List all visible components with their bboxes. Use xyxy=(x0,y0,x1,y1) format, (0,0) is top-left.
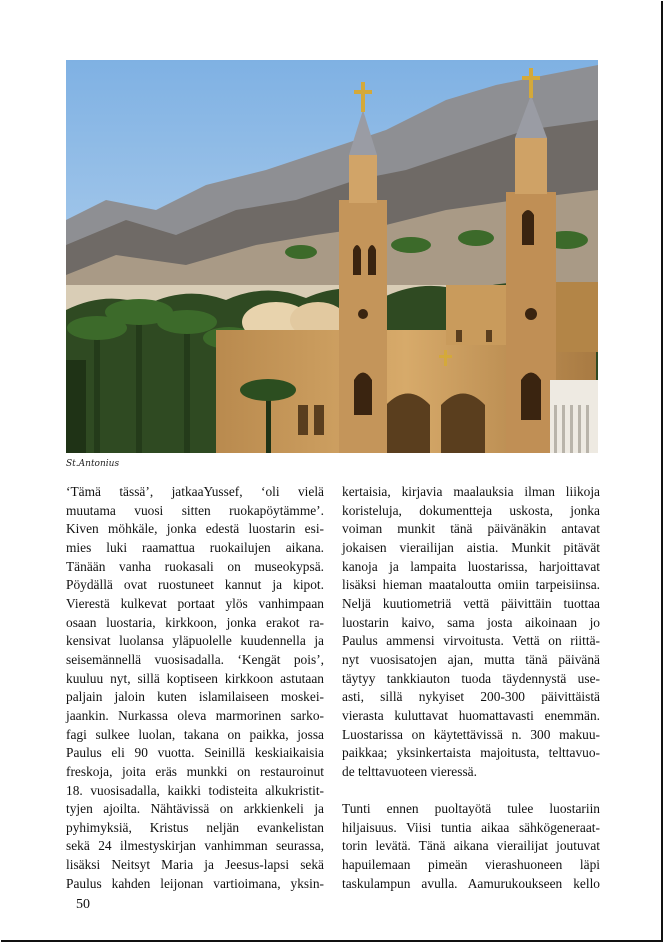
text-line: Paulus ammensi virvoitusta. Vettä on riittä- xyxy=(342,633,600,649)
text-line: Tunti ennen puoltayötä tulee luostariin xyxy=(342,801,600,817)
text-column-left xyxy=(66,483,324,893)
text-line: Neljä kuutiometriä vettä päivittäin tuottaa xyxy=(342,595,600,611)
text-line: osaan luostaria, kirkkoon, jonka erakot ra- xyxy=(66,614,324,630)
text-line: jaankin. Nurkassa oleva marmorinen sarko- xyxy=(66,707,324,723)
text-line: Vierestä kulkevat portaat ylös vanhimpaan xyxy=(66,595,324,611)
figure-caption: St.Antonius xyxy=(66,459,120,469)
text-line: kensivat luolansa yläpuolelle kuudennella ja xyxy=(66,633,324,649)
text-line: lisäksi Neitsyt Maria ja Jeesus-lapsi sekä xyxy=(66,857,324,873)
text-line: ‘Tämä tässä’, jatkaaYussef, ‘oli vielä xyxy=(66,484,324,499)
text-line: Luostarissa on käytettävissä n. 300 makuu- xyxy=(342,726,600,742)
document-page xyxy=(1,1,663,942)
text-line: freskoja, joita eräs munkki on restauroinut xyxy=(66,763,324,779)
text-line: paljain jaloin kuten islamilaiseen moskei- xyxy=(66,689,324,705)
text-line: muutama vuosi sitten ruokapöytämme’. xyxy=(66,502,324,518)
text-line: pyhimyksiä, Kristus neljän evankelistan xyxy=(66,819,324,835)
text-line: mies luki raamattua ruokailujen aikana. xyxy=(66,539,324,555)
text-line: torin levätä. Tänä aikana vierailijat joutuvat xyxy=(342,838,600,854)
text-line: tyjen ajoilta. Nähtävissä on arkkienkeli ja xyxy=(66,801,324,817)
text-line: Tänään vanha ruokasali on museokypsä. xyxy=(66,558,324,574)
text-line: Pöydällä ovat ruostuneet kannut ja kipot. xyxy=(66,577,324,593)
text-line: vierasta kuluttavat huomattavasti enemmän. xyxy=(342,707,600,723)
text-line: taskulampun avulla. Aamurukoukseen kello xyxy=(342,875,600,891)
paragraph-gap xyxy=(342,782,600,801)
text-line: jokaisen vierailijan aistia. Munkit pitävät xyxy=(342,539,600,555)
text-line: asti, sillä nykyiset 200-300 päivittäistä xyxy=(342,689,600,705)
text-line: Kiven möhkäle, jonka edestä luostarin esi- xyxy=(66,521,324,537)
text-line: Paulus kahden leijonan vartioimana, yksin- xyxy=(66,875,324,891)
text-line: de telttavuoteen vieressä. xyxy=(342,763,477,779)
text-line: fagi sulkee luolan, takana on paikka, jossa xyxy=(66,726,324,742)
text-line: Paulus eli 90 vuotta. Seinillä keskiaikaisia xyxy=(66,745,324,761)
text-line: seisemännellä vuosisadalla. ‘Kengät pois’, xyxy=(66,651,324,667)
monastery-photo xyxy=(66,60,598,453)
paragraph xyxy=(342,483,600,782)
text-line: hapuilemaan pimeän vierashuoneen läpi xyxy=(342,857,600,873)
text-line: nyt vuosisatojen ajan, mutta tänä päivänä xyxy=(342,651,600,667)
page-number: 50 xyxy=(76,897,90,912)
text-column-right xyxy=(342,483,600,893)
text-line: sekä 24 ilmestyskirjan vanhimman seurassa, xyxy=(66,838,324,854)
text-line: hiljaisuus. Viisi tuntia aikaa sähkögeneraat- xyxy=(342,819,600,835)
text-line: kuuluu nyt, sillä koptiseen kirkkoon astutaan xyxy=(66,670,324,686)
text-line: täytyy tankkiauton tuoda täydennystä use- xyxy=(342,670,600,686)
text-line: 18. vuosisadalla, kaikki todisteita alkukristit- xyxy=(66,782,324,798)
text-line: paikkaa; yksinkertaista majoitusta, telttavuo- xyxy=(342,745,600,761)
text-line: voiman munkit tänä päivänäkin antavat xyxy=(342,521,600,537)
text-line: kanoja ja lampaita luostarissa, harjoittavat xyxy=(342,558,600,574)
text-line: koristeluja, dokumentteja uskosta, jonka xyxy=(342,502,600,518)
text-line: luostarin kaivo, sama josta aikoinaan jo xyxy=(342,614,600,630)
paragraph xyxy=(66,483,324,893)
paragraph xyxy=(342,800,600,893)
text-line: lisäksi hieman maataloutta omiin tarpeisiinsa. xyxy=(342,577,600,593)
text-line: kertaisia, kirjavia maalauksia ilman liikoja xyxy=(342,484,600,499)
